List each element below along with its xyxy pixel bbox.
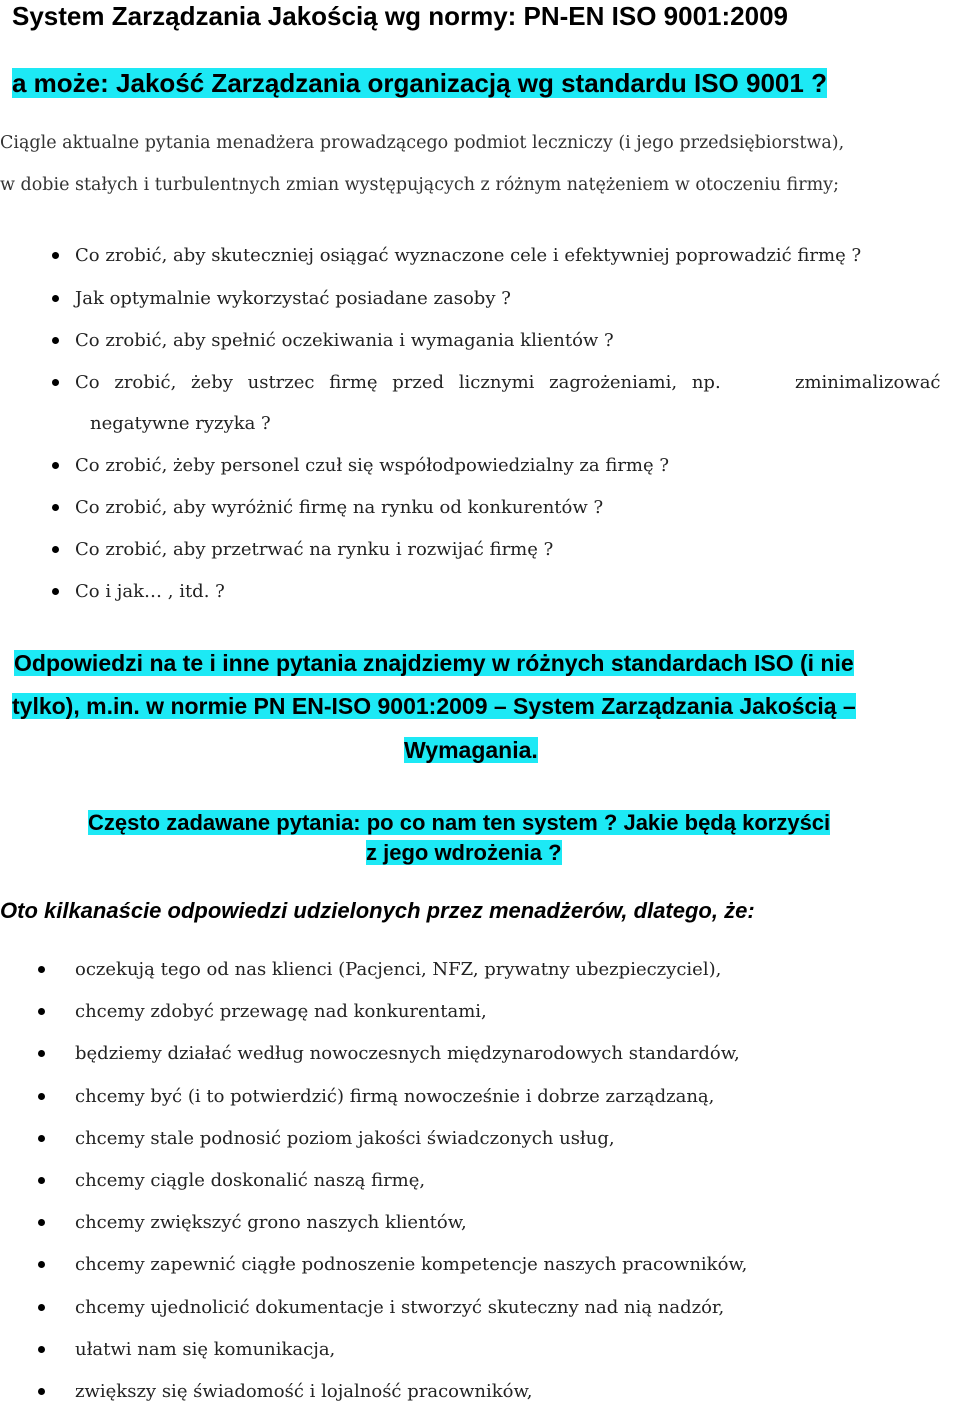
answer-line-2: tylko), m.in. w normie PN EN-ISO 9001:2009 – System Zarządzania Jakością – [12,693,856,719]
document-subtitle [12,67,827,99]
bullet-icon [38,1093,45,1100]
answer-line-3: Wymagania. [404,737,538,763]
reason-item: chcemy ciągle doskonalić naszą firmę, [75,1170,426,1191]
reason-item: będziemy działać według nowoczesnych międzynarodowych standardów, [75,1043,740,1064]
bullet-icon [52,462,59,469]
reason-item: chcemy być (i to potwierdzić) firmą nowocześnie i dobrze zarządzaną, [75,1086,715,1107]
reason-item: chcemy stale podnosić poziom jakości świadczonych usług, [75,1128,615,1149]
bullet-icon [52,588,59,595]
question-item-wrap: negatywne ryzyka ? [90,413,271,434]
reason-item: zwiększy się świadomość i lojalność pracowników, [75,1381,533,1402]
bullet-icon [38,1135,45,1142]
bullet-icon [52,295,59,302]
faq-line-2: z jego wdrożenia ? [366,840,562,865]
question-item: Co zrobić, aby skuteczniej osiągać wyznaczone cele i efektywniej poprowadzić firmę ? [75,245,862,266]
reason-item: chcemy zdobyć przewagę nad konkurentami, [75,1001,487,1022]
bullet-icon [38,1219,45,1226]
reason-item: chcemy zapewnić ciągłe podnoszenie kompetencje naszych pracowników, [75,1254,748,1275]
question-item: Co zrobić, aby spełnić oczekiwania i wymagania klientów ? [75,330,614,351]
bullet-icon [38,1346,45,1353]
bullet-icon [38,1050,45,1057]
subtitle-highlight: a może: Jakość Zarządzania organizacją wg standardu ISO 9001 ? [12,68,827,98]
document-title: System Zarządzania Jakością wg normy: PN-EN ISO 9001:2009 [12,1,789,31]
intro-line-1: Ciągle aktualne pytania menadżera prowadzącego podmiot leczniczy (i jego przedsiębiorstwa), [0,133,845,153]
answers-heading: Oto kilkanaście odpowiedzi udzielonych przez menadżerów, dlatego, że: [0,898,755,923]
question-item: Co zrobić, aby przetrwać na rynku i rozwijać firmę ? [75,539,554,560]
bullet-icon [38,966,45,973]
bullet-icon [52,252,59,259]
reason-item: chcemy ujednolicić dokumentacje i stworzyć skuteczny nad nią nadzór, [75,1297,725,1318]
answer-line-1: Odpowiedzi na te i inne pytania znajdziemy w różnych standardach ISO (i nie [14,650,854,676]
bullet-icon [38,1304,45,1311]
intro-line-2: w dobie stałych i turbulentnych zmian występujących z różnym natężeniem w otoczeniu firmy; [0,175,839,195]
bullet-icon [38,1388,45,1395]
question-item: Co i jak… , itd. ? [75,581,225,602]
bullet-icon [38,1261,45,1268]
reason-item: ułatwi nam się komunikacja, [75,1339,336,1360]
question-item: Co zrobić, żeby ustrzec firmę przed licznymi zagrożeniami, np. [75,372,721,393]
faq-line-1: Często zadawane pytania: po co nam ten system ? Jakie będą korzyści [88,810,831,835]
question-item: Jak optymalnie wykorzystać posiadane zasoby ? [75,288,511,309]
bullet-icon [52,546,59,553]
bullet-icon [52,337,59,344]
reason-item: oczekują tego od nas klienci (Pacjenci, NFZ, prywatny ubezpieczyciel), [75,959,722,980]
bullet-icon [52,379,59,386]
question-item: Co zrobić, żeby personel czuł się współodpowiedzialny za firmę ? [75,455,670,476]
reason-item: chcemy zwiększyć grono naszych klientów, [75,1212,467,1233]
bullet-icon [52,504,59,511]
question-item-continuation: zminimalizować [795,372,941,393]
question-item: Co zrobić, aby wyróżnić firmę na rynku od konkurentów ? [75,497,604,518]
bullet-icon [38,1008,45,1015]
bullet-icon [38,1177,45,1184]
